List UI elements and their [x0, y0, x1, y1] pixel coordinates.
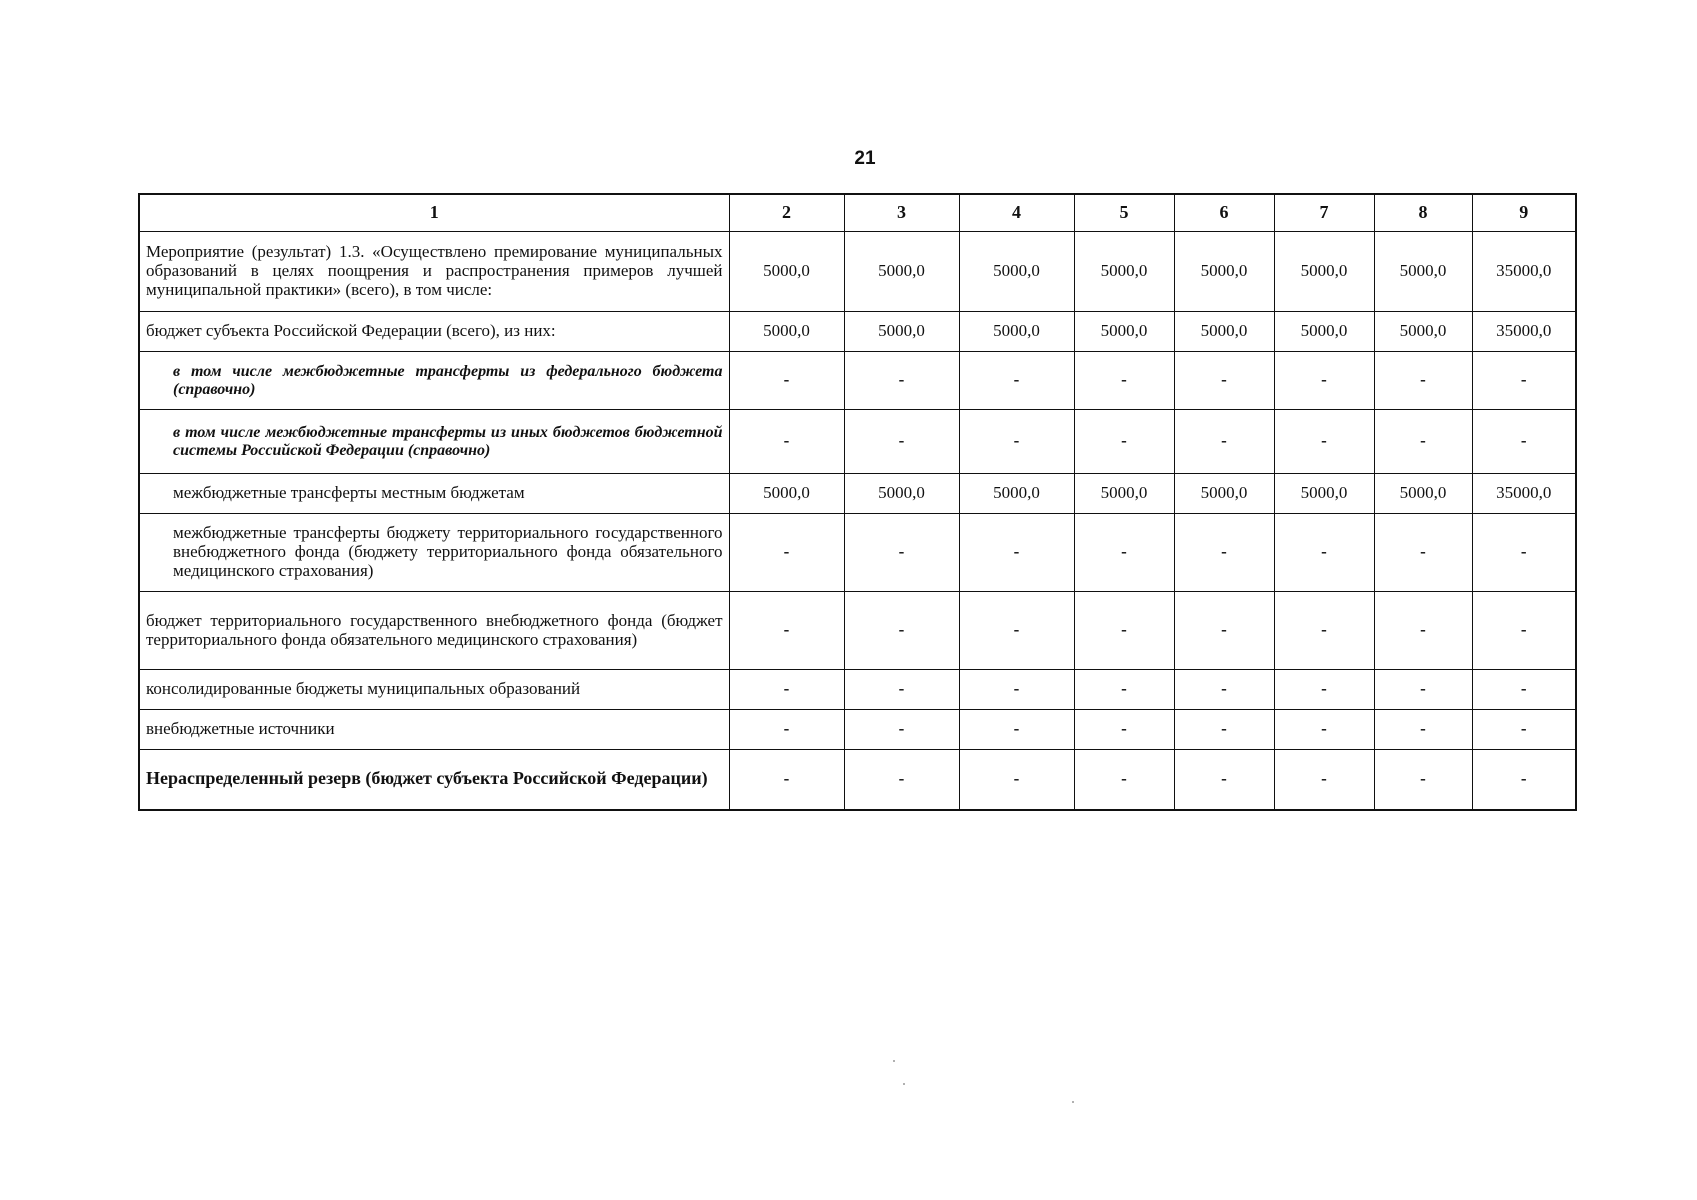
table-cell: -	[1472, 352, 1576, 410]
table-cell: -	[1074, 592, 1174, 670]
table-cell: -	[844, 592, 959, 670]
table-cell: 5000,0	[1074, 474, 1174, 514]
table-cell: -	[1074, 410, 1174, 474]
column-header: 3	[844, 194, 959, 232]
table-cell: -	[844, 514, 959, 592]
table-cell: 5000,0	[1074, 312, 1174, 352]
table-cell: -	[1274, 514, 1374, 592]
column-header: 6	[1174, 194, 1274, 232]
table-cell: -	[1174, 592, 1274, 670]
table-cell: -	[1472, 592, 1576, 670]
table-cell: -	[1472, 750, 1576, 810]
table-cell: 5000,0	[844, 312, 959, 352]
table-cell: -	[729, 410, 844, 474]
table-row	[139, 592, 1576, 670]
table-cell: 5000,0	[1074, 232, 1174, 312]
table-cell: -	[1374, 352, 1472, 410]
table-cell: -	[959, 710, 1074, 750]
table-cell: -	[1374, 710, 1472, 750]
table-cell: -	[729, 670, 844, 710]
table-row	[139, 352, 1576, 410]
scan-speck	[1072, 1101, 1074, 1103]
table-cell: -	[959, 750, 1074, 810]
table-cell: -	[1472, 710, 1576, 750]
table-cell: -	[959, 514, 1074, 592]
row-label: в том числе межбюджетные трансферты из иных бюджетов бюджетной системы Российской Федерации (справочно)	[139, 410, 729, 474]
table-cell: 5000,0	[729, 474, 844, 514]
table-cell: 5000,0	[729, 232, 844, 312]
table-cell: -	[1174, 710, 1274, 750]
table-cell: -	[729, 592, 844, 670]
table-cell: -	[959, 592, 1074, 670]
table-cell: -	[1274, 710, 1374, 750]
row-label: бюджет территориального государственного внебюджетного фонда (бюджет территориального фонда обязательного медицинского страхования)	[139, 592, 729, 670]
table-cell: 5000,0	[729, 312, 844, 352]
column-header: 8	[1374, 194, 1472, 232]
table-cell: 5000,0	[1374, 474, 1472, 514]
table-cell: -	[1174, 670, 1274, 710]
table-cell: -	[1174, 514, 1274, 592]
table-cell: -	[1374, 592, 1472, 670]
table-cell: -	[1472, 410, 1576, 474]
column-header: 2	[729, 194, 844, 232]
row-label: внебюджетные источники	[139, 710, 729, 750]
table-cell: -	[1074, 670, 1174, 710]
table-cell: 35000,0	[1472, 474, 1576, 514]
table-cell: -	[1374, 670, 1472, 710]
table-row	[139, 710, 1576, 750]
table-cell: -	[1274, 352, 1374, 410]
table-cell: -	[1374, 410, 1472, 474]
page-number: 21	[854, 148, 876, 169]
table-cell: -	[1472, 514, 1576, 592]
table-cell: 5000,0	[959, 312, 1074, 352]
table-cell: -	[729, 352, 844, 410]
scan-speck	[893, 1060, 895, 1062]
table-cell: 5000,0	[1374, 232, 1472, 312]
table-row	[139, 670, 1576, 710]
scan-speck	[903, 1083, 905, 1085]
row-label: консолидированные бюджеты муниципальных образований	[139, 670, 729, 710]
table-cell: -	[729, 514, 844, 592]
table-cell: 5000,0	[844, 232, 959, 312]
table-cell: -	[729, 710, 844, 750]
table-row	[139, 474, 1576, 514]
column-header: 4	[959, 194, 1074, 232]
table-cell: -	[1074, 352, 1174, 410]
table-cell: -	[1274, 410, 1374, 474]
table-cell: 35000,0	[1472, 312, 1576, 352]
row-label: Нераспределенный резерв (бюджет субъекта Российской Федерации)	[139, 750, 729, 810]
table-row	[139, 232, 1576, 312]
table-cell: -	[959, 670, 1074, 710]
budget-table	[138, 193, 1577, 811]
table-cell: -	[1472, 670, 1576, 710]
row-label: бюджет субъекта Российской Федерации (всего), из них:	[139, 312, 729, 352]
table-cell: -	[1274, 670, 1374, 710]
table-cell: 35000,0	[1472, 232, 1576, 312]
table-cell: -	[1174, 352, 1274, 410]
table-header-row	[139, 194, 1576, 232]
row-label: в том числе межбюджетные трансферты из федерального бюджета (справочно)	[139, 352, 729, 410]
table-cell: -	[844, 750, 959, 810]
table-row	[139, 750, 1576, 810]
table-cell: 5000,0	[959, 474, 1074, 514]
table-cell: 5000,0	[1174, 474, 1274, 514]
column-header: 5	[1074, 194, 1174, 232]
column-header: 7	[1274, 194, 1374, 232]
table-cell: -	[1374, 514, 1472, 592]
table-cell: -	[1174, 750, 1274, 810]
table-cell: -	[959, 352, 1074, 410]
table-cell: -	[844, 410, 959, 474]
row-label: межбюджетные трансферты местным бюджетам	[139, 474, 729, 514]
column-header: 1	[139, 194, 729, 232]
table-row	[139, 312, 1576, 352]
row-label: Мероприятие (результат) 1.3. «Осуществлено премирование муниципальных образований в целях поощрения и распространения примеров лучшей муниципальной практики» (всего), в том числе:	[139, 232, 729, 312]
table-cell: 5000,0	[1274, 232, 1374, 312]
table-row	[139, 410, 1576, 474]
table-row	[139, 514, 1576, 592]
column-header: 9	[1472, 194, 1576, 232]
table-cell: 5000,0	[1174, 312, 1274, 352]
table-cell: -	[844, 670, 959, 710]
table-cell: -	[844, 352, 959, 410]
table-cell: -	[1074, 514, 1174, 592]
table-cell: -	[844, 710, 959, 750]
table-cell: -	[1074, 710, 1174, 750]
table-cell: 5000,0	[1374, 312, 1472, 352]
table-cell: 5000,0	[959, 232, 1074, 312]
table-cell: 5000,0	[1174, 232, 1274, 312]
table-cell: -	[1374, 750, 1472, 810]
table-cell: -	[729, 750, 844, 810]
table-cell: -	[1074, 750, 1174, 810]
table-cell: -	[1274, 750, 1374, 810]
table-cell: 5000,0	[844, 474, 959, 514]
table-cell: 5000,0	[1274, 312, 1374, 352]
table-cell: -	[1274, 592, 1374, 670]
table-cell: -	[1174, 410, 1274, 474]
table-cell: 5000,0	[1274, 474, 1374, 514]
table-cell: -	[959, 410, 1074, 474]
row-label: межбюджетные трансферты бюджету территориального государственного внебюджетного фонда (бюджету территориального фонда обязательного медицинского страхования)	[139, 514, 729, 592]
